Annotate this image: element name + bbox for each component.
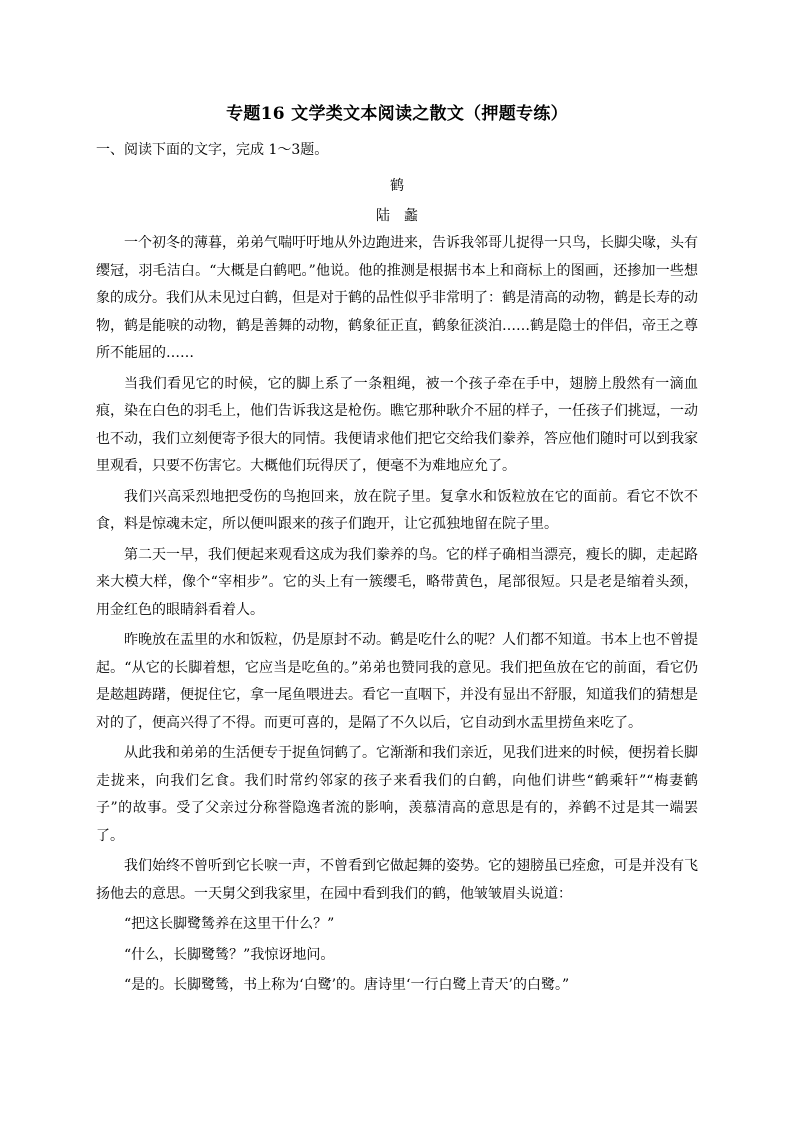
paragraph-2: 当我们看见它的时候，它的脚上系了一条粗绳，被一个孩子牵在手中，翅膀上殷然有一滴血痕，染在白色的羽毛上，他们告诉我这是枪伤。瞧它那种耿介不屈的样子，一任孩子们挑逗，一动也不动，我们立刻便寄予很大的同情。我便请求他们把它交给我们豢养，答应他们随时可以到我家里观看，只要不伤害它。大概他们玩得厌了，便毫不为难地应允了。 xyxy=(96,375,698,474)
paragraph-9: “什么，长脚鹭鸶？”我惊讶地问。 xyxy=(124,946,335,963)
document-title: 专题16 文学类文本阅读之散文（押题专练） xyxy=(226,104,568,124)
paragraph-4: 第二天一早，我们便起来观看这成为我们豢养的鸟。它的样子确相当漂亮，瘦长的脚，走起路来大模大样，像个“宰相步”。它的头上有一簇缨毛，略带黄色，尾部很短。只是老是缩着头颈，用金红色的眼睛斜看着人。 xyxy=(96,546,698,618)
question-instruction: 一、阅读下面的文字，完成 1～3题。 xyxy=(96,142,329,158)
paragraph-3: 我们兴高采烈地把受伤的鸟抱回来，放在院子里。复拿水和饭粒放在它的面前。看它不饮不食，料是惊魂未定，所以便叫跟来的孩子们跑开，让它孤独地留在院子里。 xyxy=(96,488,698,532)
essay-title: 鹤 xyxy=(390,178,404,194)
essay-author: 陆蠡 xyxy=(376,208,432,224)
paragraph-10: “是的。长脚鹭鸶，书上称为‘白鹭’的。唐诗里‘一行白鹭上青天’的白鹭。” xyxy=(124,977,570,993)
paragraph-1: 一个初冬的薄暮，弟弟气喘吁吁地从外边跑进来，告诉我邻哥儿捉得一只鸟，长脚尖喙，头有缨冠，羽毛洁白。“大概是白鹤吧。”他说。他的推测是根据书本上和商标上的图画，还掺加一些想象的成分。我们从未见过白鹤，但是对于鹤的品性似乎非常明了：鹤是清高的动物，鹤是长寿的动物，鹤是能唳的动物，鹤是善舞的动物，鹤象征正直，鹤象征淡泊……鹤是隐士的伴侣，帝王之尊所不能屈的…… xyxy=(96,235,698,361)
paragraph-7: 我们始终不曾听到它长唳一声，不曾看到它做起舞的姿势。它的翅膀虽已痊愈，可是并没有飞扬他去的意思。一天舅父到我家里，在园中看到我们的鹤，他皱皱眉头说道： xyxy=(96,858,698,902)
paragraph-8: “把这长脚鹭鸶养在这里干什么？” xyxy=(124,916,335,932)
paragraph-6: 从此我和弟弟的生活便专于捉鱼饲鹤了。它渐渐和我们亲近，见我们进来的时候，便拐着长脚走拢来，向我们乞食。我们时常约邻家的孩子来看我们的白鹤，向他们讲些“鹤乘轩”“梅妻鹤子”的故事。受了父亲过分称誉隐逸者流的影响，羡慕清高的意思是有的，养鹤不过是其一端罢了。 xyxy=(96,745,698,844)
paragraph-5: 昨晚放在盂里的水和饭粒，仍是原封不动。鹤是吃什么的呢？人们都不知道。书本上也不曾提起。“从它的长脚着想，它应当是吃鱼的。”弟弟也赞同我的意见。我们把鱼放在它的前面，看它仍是趑趄踌躇，便捉住它，拿一尾鱼喂进去。看它一直咽下，并没有显出不舒服，知道我们的猜想是对的了，便高兴得了不得。而更可喜的，是隔了不久以后，它自动到水盂里捞鱼来吃了。 xyxy=(96,632,698,731)
